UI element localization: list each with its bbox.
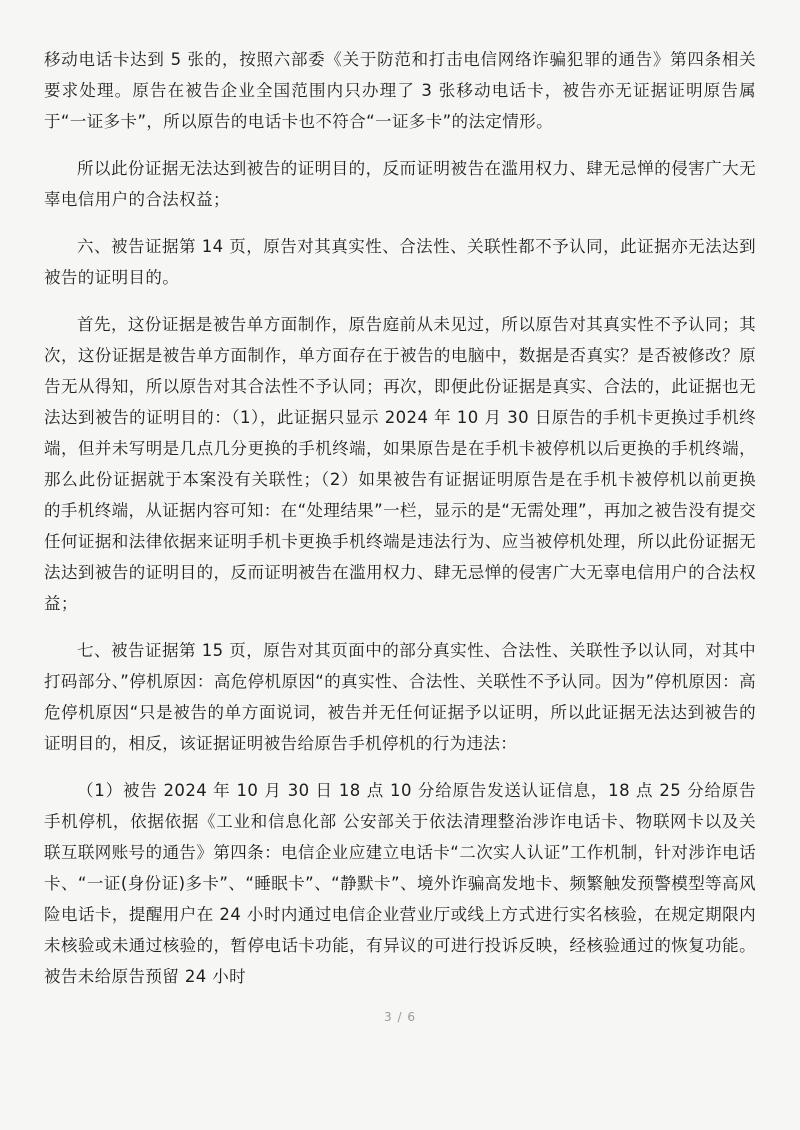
paragraph-section-seven-point-one: （1）被告 2024 年 10 月 30 日 18 点 10 分给原告发送认证信息，18 点 25 分给原告手机停机，依据依据《工业和信息化部 公安部关于依法清理整治涉诈电话卡、物联网卡以及关联互联网账号的通告》第四条：电信企业应建立电话卡“二次实人认证”工作机制，针对涉诈电话卡、“一证(身份证)多卡”、“睡眠卡”、“静默卡”、境外诈骗高发地卡、频繁触发预警模型等高风险电话卡，提醒用户在 24 小时内通过电信企业营业厅或线上方式进行实名核验，在规定期限内未核验或未通过核验的，暂停电话卡功能，有异议的可进行投诉反映，经核验通过的恢复功能。被告未给原告预留 24 小时 [44,781,756,986]
paragraph-conclusion-five: 所以此份证据无法达到被告的证明目的，反而证明被告在滥用权力、肆无忌惮的侵害广大无辜电信用户的合法权益； [44,159,756,209]
paragraph-section-six: 六、被告证据第 14 页，原告对其真实性、合法性、关联性都不予认同，此证据亦无法达到被告的证明目的。 [44,237,756,287]
paragraph-section-six-argument: 首先，这份证据是被告单方面制作，原告庭前从未见过，所以原告对其真实性不予认同；其次，这份证据是被告单方面制作，单方面存在于被告的电脑中，数据是否真实？是否被修改？原告无从得知，所以原告对其合法性不予认同；再次，即便此份证据是真实、合法的，此证据也无法达到被告的证明目的：（1），此证据只显示 2024 年 10 月 30 日原告的手机卡更换过手机终端，但并未写明是几点几分更换的手机终端，如果原告是在手机卡被停机以后更换的手机终端，那么此份证据就于本案没有关联性；（2）如果被告有证据证明原告是在手机卡被停机以前更换的手机终端，从证据内容可知：在“处理结果”一栏，显示的是“无需处理”，再加之被告没有提交任何证据和法律依据来证明手机卡更换手机终端是违法行为、应当被停机处理，所以此份证据无法达到被告的证明目的，反而证明被告在滥用权力、肆无忌惮的侵害广大无辜电信用户的合法权益； [44,315,756,613]
paragraph-section-seven: 七、被告证据第 15 页，原告对其页面中的部分真实性、合法性、关联性予以认同，对其中打码部分、”停机原因：高危停机原因“的真实性、合法性、关联性不予认同。因为”停机原因：高危停机原因“只是被告的单方面说词，被告并无任何证据予以证明，所以此证据无法达到被告的证明目的，相反，该证据证明被告给原告手机停机的行为违法： [44,641,756,753]
page-number: 3 / 6 [384,1010,416,1024]
paragraph-continuation: 移动电话卡达到 5 张的，按照六部委《关于防范和打击电信网络诈骗犯罪的通告》第四条相关要求处理。原告在被告企业全国范围内只办理了 3 张移动电话卡，被告亦无证据证明原告属于“一证多卡”，所以原告的电话卡也不符合“一证多卡”的法定情形。 [44,50,756,131]
document-body [44,44,756,1008]
